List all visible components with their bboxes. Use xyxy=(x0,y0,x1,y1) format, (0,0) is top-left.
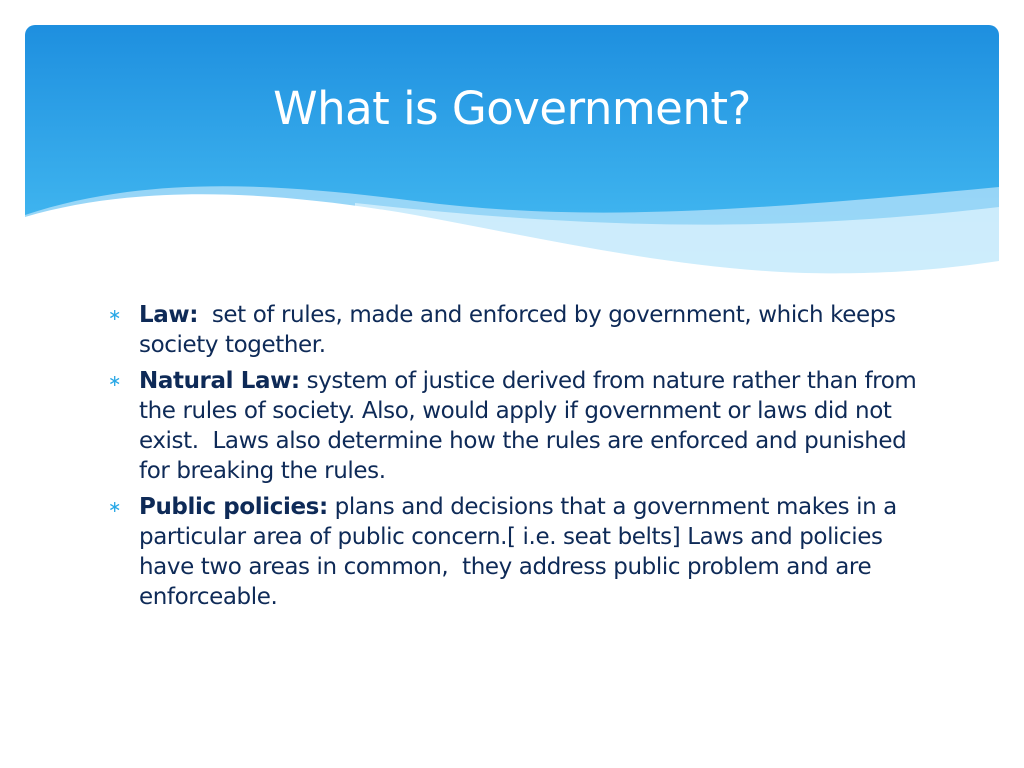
term-public-policies: Public policies: xyxy=(139,494,328,520)
definition-natural-law: system of justice derived from nature rather than from the rules of society. Also, would apply if government or laws did not exist. Laws also determine how the rules are enforced and punished for breaking the rules. xyxy=(139,368,924,484)
title-banner xyxy=(25,25,999,295)
asterisk-bullet-icon: ∗ xyxy=(108,371,122,390)
bullet-list xyxy=(108,300,928,612)
slide-body xyxy=(108,300,928,618)
bullet-item-law xyxy=(108,300,928,360)
term-natural-law: Natural Law: xyxy=(139,368,300,394)
bullet-item-public-policies xyxy=(108,492,928,612)
asterisk-bullet-icon: ∗ xyxy=(108,305,122,324)
wave-background xyxy=(25,25,999,295)
slide-title: What is Government? xyxy=(273,82,751,135)
definition-law: set of rules, made and enforced by government, which keeps society together. xyxy=(139,302,903,358)
definition-public-policies: plans and decisions that a government makes in a particular area of public concern.[ i.e. seat belts] Laws and policies have two areas in common, they address public problem and are enforceable. xyxy=(139,494,904,610)
bullet-item-natural-law xyxy=(108,366,928,486)
term-law: Law: xyxy=(139,302,199,328)
asterisk-bullet-icon: ∗ xyxy=(108,497,122,516)
